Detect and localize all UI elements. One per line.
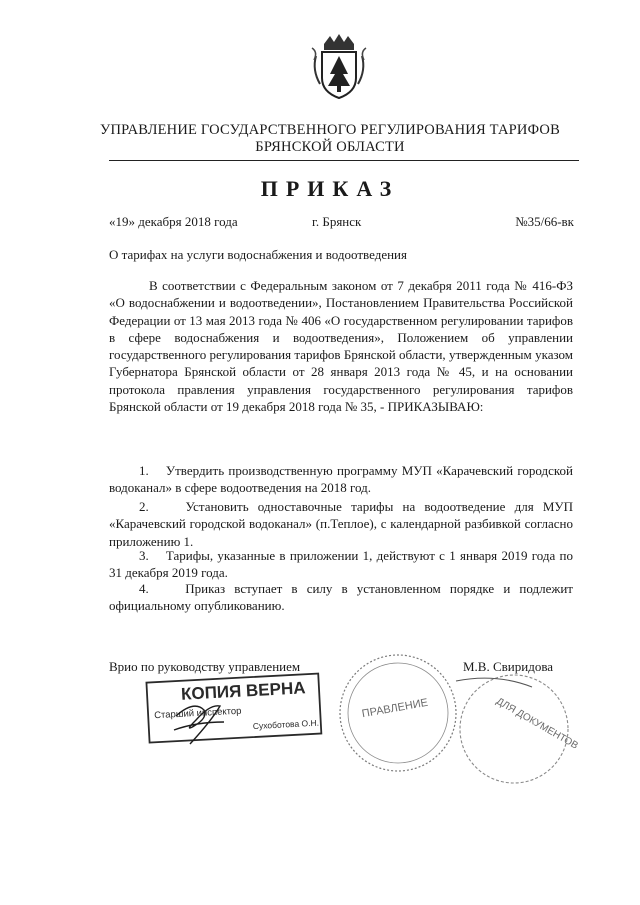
order-item-2: 2. Установить одноставочные тарифы на водоотведение для МУП «Карачевский городской водоканал» (п.Теплое), с календарной разбивкой согласно приложению 1. [109, 499, 573, 549]
document-title: ПРИКАЗ [260, 176, 400, 201]
stamp-name: Сухоботова О.Н. [252, 717, 320, 732]
organization-name-line1: УПРАВЛЕНИЕ ГОСУДАРСТВЕННОГО РЕГУЛИРОВАНИЯ ТАРИФОВ [100, 122, 560, 138]
preamble-paragraph: В соответствии с Федеральным законом от 7 декабря 2011 года № 416-ФЗ «О водоснабжении и водоотведении», Постановлением Правительства Российской Федерации от 13 мая 2013 года № 406 «О государственном регулировании тарифов в сфере водоснабжения и водоотведения», Положением об управлении государственного регулирования тарифов Брянской области, утвержденным указом Губернатора Брянской области от 28 января 2013 года № 45, и на основании протокола правления управления государственного регулирования тарифов Брянской области от 19 декабря 2018 года № 35, - ПРИКАЗЫВАЮ: [109, 278, 573, 415]
header-divider [109, 160, 579, 161]
signatory-name: М.В. Свиридова [463, 659, 554, 674]
order-item-1: 1. Утвердить производственную программу МУП «Карачевский городской водоканал» в сфере водоотведения на 2018 год. [109, 463, 573, 496]
copy-certified-stamp [146, 672, 324, 748]
signatory-position: Врио по руководству управлением [109, 659, 301, 674]
stamp-title: КОПИЯ ВЕРНА [180, 678, 306, 704]
order-item-4: 4. Приказ вступает в силу в установленном порядке и подлежит официальному опубликованию. [109, 581, 573, 614]
document-subject: О тарифах на услуги водоснабжения и водоотведения [109, 247, 407, 262]
stamp-role: Старший инспектор [153, 705, 242, 722]
document-number: №35/66-вк [515, 214, 574, 229]
seal-text-left: ПРАВЛЕНИЕ [360, 696, 429, 721]
official-seal [336, 645, 580, 775]
document-city: г. Брянск [312, 214, 362, 229]
coat-of-arms-icon [310, 30, 368, 102]
document-date: «19» декабря 2018 года [109, 214, 238, 229]
seal-text-right: ДЛЯ ДОКУМЕНТОВ [494, 695, 580, 752]
organization-name-line2: БРЯНСКОЙ ОБЛАСТИ [255, 139, 405, 155]
order-item-3: 3. Тарифы, указанные в приложении 1, действуют с 1 января 2019 года по 31 декабря 2019 года. [109, 548, 573, 581]
